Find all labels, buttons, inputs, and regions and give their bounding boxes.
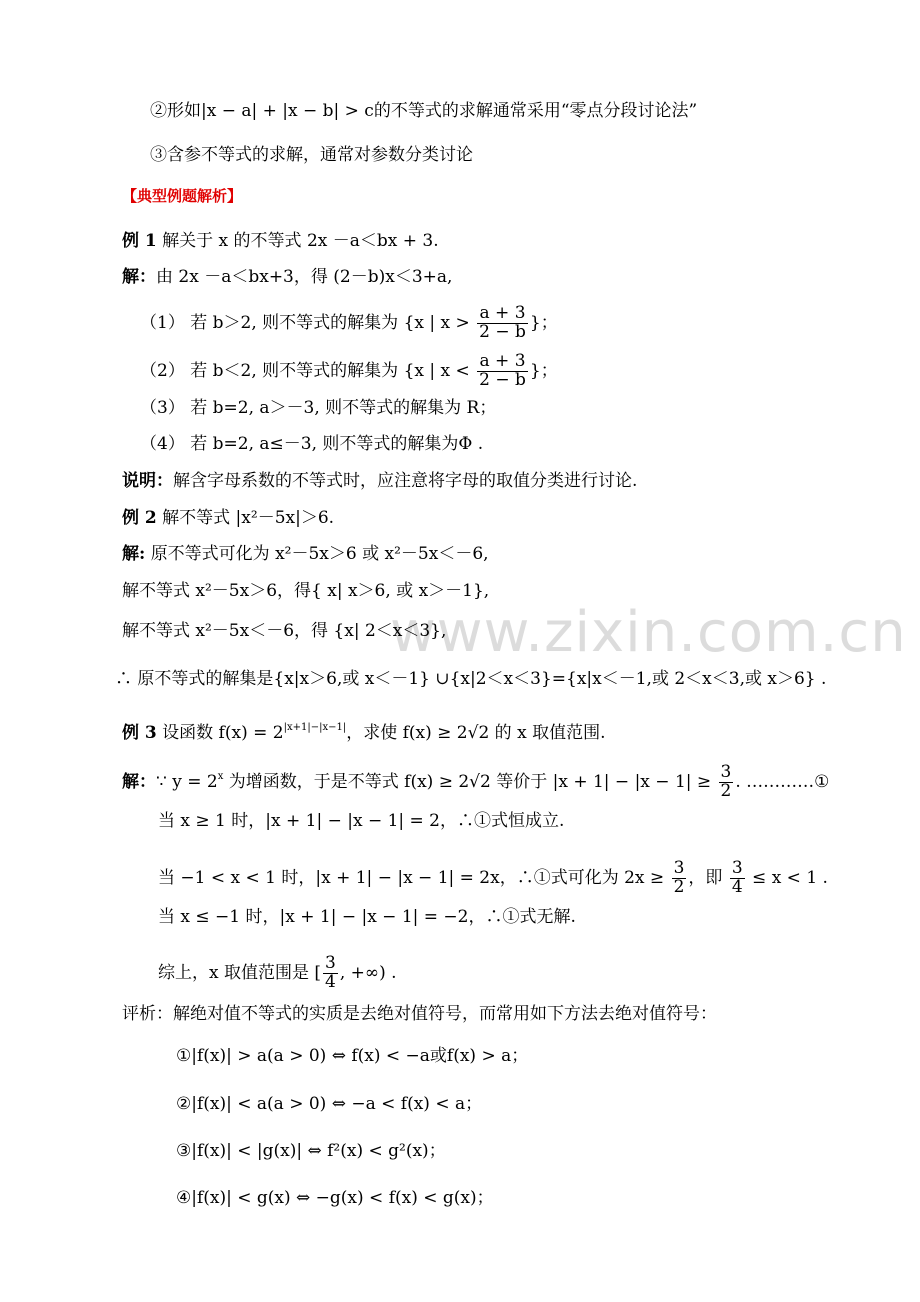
case-set-right: }； [529, 312, 558, 333]
example1-problem: 解关于 x 的不等式 2x －a＜bx + 3. [162, 231, 439, 251]
analysis-intro: 评析：解绝对值不等式的实质是去绝对值符号，而常用如下方法去绝对值符号： [122, 1004, 717, 1024]
line1-b: 为增函数，于是不等式 f(x) ≥ 2√2 等价于 |x + 1| − |x − 1| ≥ [223, 771, 712, 792]
example1-case-4 [140, 433, 483, 455]
case-set-left: {x | x > [403, 312, 470, 333]
analysis-rule-1: ①|f(x)| > a(a > 0) ⇔ f(x) < −a或f(x) > a； [176, 1046, 529, 1066]
fraction-numerator: a + 3 [477, 305, 528, 324]
case-condition: 若 b＞2, 则不等式的解集为 [190, 312, 399, 333]
example3-problem-b: ，求使 f(x) ≥ 2√2 的 x 取值范围. [346, 723, 606, 743]
solution-text: 原不等式可化为 x²－5x＞6 或 x²－5x＜－6, [150, 544, 489, 564]
case-number: （1） [140, 312, 185, 333]
fraction-denominator: 2 − b [479, 321, 526, 342]
watermark: www.zixin.com.cn [390, 600, 907, 665]
case-set-left: {x | x < [403, 360, 470, 381]
analysis-rule-4: ④|f(x)| < g(x) ⇔ −g(x) < f(x) < g(x)； [176, 1188, 494, 1208]
fraction-denominator: 2 [673, 876, 685, 897]
fraction-numerator: 3 [673, 858, 685, 878]
remark-text: 解含字母系数的不等式时，应注意将字母的取值分类进行讨论. [173, 471, 638, 491]
fraction-numerator: 3 [731, 858, 743, 878]
case-number: （2） [140, 360, 185, 381]
solution-label: 解: [122, 544, 146, 564]
solution-label: 解： [122, 771, 156, 792]
fraction [323, 955, 338, 992]
case-number: （3） [140, 398, 185, 418]
fraction-numerator: 3 [720, 762, 732, 782]
method-note-3: ③含参不等式的求解，通常对参数分类讨论 [150, 145, 473, 165]
example2-line-2: 解不等式 x²－5x＞6，得{ x| x＞6, 或 x＞－1}, [122, 581, 490, 601]
example3-line-5 [158, 955, 397, 992]
example3-line-4: 当 x ≤ −1 时，|x + 1| − |x − 1| = −2，∴①式无解. [158, 907, 576, 927]
example1-remark [122, 470, 637, 492]
fraction [672, 860, 687, 897]
exponent: x [217, 770, 224, 782]
fraction-numerator: a + 3 [477, 353, 528, 372]
example1-solution-intro [122, 266, 452, 288]
line3-b: ，即 [688, 867, 723, 888]
fraction [730, 860, 745, 897]
solution-label: 解： [122, 267, 156, 287]
line3-c: ≤ x < 1 . [752, 867, 828, 888]
fraction [477, 353, 528, 390]
fraction-denominator: 4 [325, 971, 336, 992]
example1-case-2 [140, 353, 558, 390]
example1-statement [122, 230, 439, 252]
line3-a: 当 −1 < x < 1 时，|x + 1| − |x − 1| = 2x，∴①式可化为 2x ≥ [158, 867, 665, 888]
example3-line-1 [122, 764, 829, 801]
fraction-denominator: 2 − b [479, 369, 526, 390]
fraction-denominator: 4 [731, 876, 743, 897]
analysis-rule-2: ②|f(x)| < a(a > 0) ⇔ −a < f(x) < a； [176, 1094, 483, 1114]
case-number: （4） [140, 434, 185, 454]
line1-a: ∵ y = 2 [156, 771, 218, 792]
case-text: 若 b=2, a≤－3, 则不等式的解集为Φ . [190, 434, 484, 454]
line5-a: 综上，x 取值范围是 [ [158, 962, 322, 983]
example2-line-1 [122, 543, 489, 565]
example3-line-2: 当 x ≥ 1 时，|x + 1| − |x − 1| = 2，∴①式恒成立. [158, 811, 565, 831]
example2-conclusion: ∴ 原不等式的解集是{x|x＞6,或 x＜－1} ∪{x|2＜x＜3}={x|x＜－1,或 2＜x＜3,或 x＞6} . [115, 669, 827, 689]
analysis-rule-3: ③|f(x)| < |g(x)| ⇔ f²(x) < g²(x)； [176, 1141, 446, 1161]
line1-end: . …………① [735, 771, 830, 792]
case-condition: 若 b＜2, 则不等式的解集为 [190, 360, 399, 381]
method-note-2: ②形如|x − a| + |x − b| > c的不等式的求解通常采用“零点分段讨论法” [150, 101, 698, 121]
example2-statement [122, 507, 334, 529]
section-heading: 【典型例题解析】 [122, 187, 243, 205]
case-text: 若 b=2, a＞－3, 则不等式的解集为 R； [190, 398, 497, 418]
fraction-numerator: 3 [325, 953, 336, 973]
example1-case-1 [140, 305, 558, 342]
example3-statement [122, 717, 605, 744]
fraction [477, 305, 528, 342]
example3-problem-a: 设函数 f(x) = 2 [162, 723, 284, 743]
example2-line-3: 解不等式 x²－5x＜－6，得 {x| 2＜x＜3}, [122, 621, 447, 641]
example3-line-3 [158, 860, 828, 897]
example2-problem: 解不等式 |x²－5x|＞6. [162, 508, 335, 528]
line5-b: , +∞) . [339, 962, 397, 983]
example1-case-3 [140, 397, 496, 419]
example1-label: 例 1 [122, 231, 157, 251]
example2-label: 例 2 [122, 508, 157, 528]
solution-text: 由 2x －a＜bx+3，得 (2－b)x＜3+a, [156, 267, 453, 287]
case-set-right: }； [529, 360, 558, 381]
exponent: |x+1|−|x−1| [283, 722, 347, 733]
fraction [719, 764, 734, 801]
fraction-denominator: 2 [720, 780, 732, 801]
remark-label: 说明： [122, 471, 173, 491]
example3-label: 例 3 [122, 723, 157, 743]
